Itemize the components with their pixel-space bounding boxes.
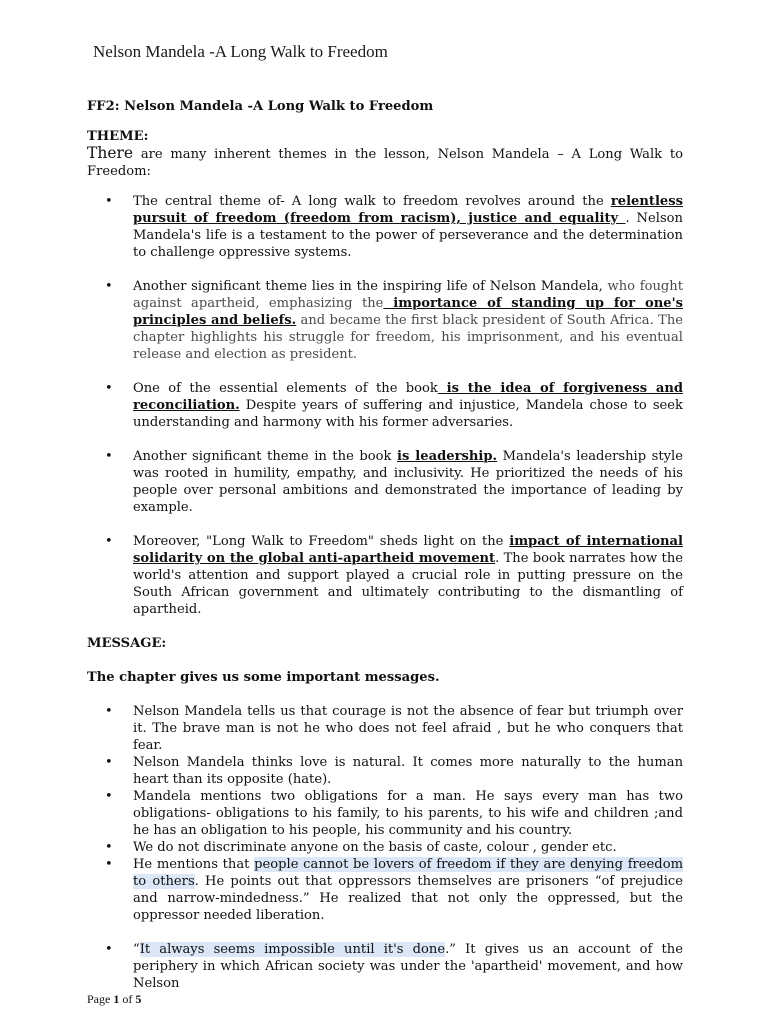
- intro-first-word: There: [87, 144, 134, 162]
- total-pages: 5: [135, 992, 142, 1006]
- message-text: He mentions that: [133, 857, 255, 872]
- highlighted-text: It always seems impossible until it's done: [139, 942, 446, 957]
- intro-rest: are many inherent themes in the lesson, Nelson Mandela – A Long Walk to Freedom:: [87, 147, 683, 179]
- theme-item: [87, 448, 683, 516]
- footer-of: of: [119, 992, 136, 1006]
- theme-text: One of the essential elements of the book: [133, 381, 438, 396]
- theme-text: The central theme of- A long walk to freedom revolves around the: [133, 194, 611, 209]
- theme-text: . Nelson Mandela's life is a testament to the power of perseverance and the determination to challenge oppressive systems.: [133, 211, 683, 260]
- message-heading: MESSAGE:: [87, 636, 167, 651]
- theme-list: [87, 193, 683, 618]
- theme-grey-text: and became the first black president of South Africa. The chapter highlights his struggle for freedom, his imprisonment, and his eventual release and election as president.: [133, 313, 683, 362]
- message-text: . He points out that oppressors themselves are prisoners “of prejudice and narrow-mindedness.” He realized that not only the oppressed, but the oppressor needed liberation.: [133, 874, 683, 923]
- message-text: .” It gives us an account of the periphery in which African society was under the 'apartheid' movement, and how Nelson: [133, 942, 683, 991]
- theme-emphasis: impact of international solidarity on the global anti-apartheid movement: [133, 534, 684, 566]
- theme-text: Another significant theme lies in the inspiring life of Nelson Mandela,: [133, 279, 608, 294]
- highlighted-text: people cannot be lovers of freedom if they are denying freedom to others: [133, 857, 683, 889]
- theme-item: [87, 533, 683, 618]
- theme-grey-text: who fought against apartheid, emphasizing the: [133, 279, 683, 311]
- theme-text: . The book narrates how the world's attention and support played a crucial role in putting pressure on the South African government and ultimately contributing to the dismantling of apartheid.: [133, 551, 684, 617]
- message-item: • Nelson Mandela thinks love is natural. It comes more naturally to the human heart than its opposite (hate).: [87, 754, 683, 788]
- theme-heading: THEME:: [87, 129, 149, 144]
- theme-text: Moreover, "Long Walk to Freedom" sheds light on the: [133, 534, 510, 549]
- page-header: Nelson Mandela -A Long Walk to Freedom: [93, 42, 388, 61]
- document-body: [87, 98, 683, 992]
- message-item: • Nelson Mandela tells us that courage is not the absence of fear but triumph over it. The brave man is not he who does not feel afraid , but he who conquers that fear.: [87, 703, 683, 754]
- theme-text: Mandela's leadership style was rooted in humility, empathy, and inclusivity. He prioritized the needs of his people over personal ambitions and demonstrated the importance of leading by example.: [133, 449, 683, 515]
- message-item: [87, 856, 683, 924]
- current-page-number: 1: [113, 992, 120, 1006]
- theme-intro: [87, 145, 683, 180]
- theme-text: Another significant theme in the book: [133, 449, 398, 464]
- message-list: [87, 703, 683, 992]
- footer-label: Page: [87, 992, 114, 1006]
- message-intro: The chapter gives us some important messages.: [87, 670, 440, 685]
- theme-item: [87, 380, 683, 431]
- open-quote: “: [133, 942, 140, 957]
- document-title: FF2: Nelson Mandela -A Long Walk to Freedom: [87, 99, 434, 114]
- theme-text: Despite years of suffering and injustice, Mandela chose to seek understanding and harmony with his former adversaries.: [133, 398, 683, 430]
- message-item: • Mandela mentions two obligations for a man. He says every man has two obligations- obligations to his family, to his parents, to his wife and children ;and he has an obligation to his people, his community and his country.: [87, 788, 683, 839]
- theme-item: [87, 193, 683, 261]
- theme-item: [87, 278, 683, 363]
- page-footer: [87, 992, 141, 1007]
- theme-emphasis: importance of standing up for one's principles and beliefs.: [133, 296, 683, 328]
- message-item: • We do not discriminate anyone on the basis of caste, colour , gender etc.: [87, 839, 683, 856]
- theme-emphasis: is leadership.: [397, 449, 498, 464]
- message-item: [87, 941, 683, 992]
- theme-emphasis: relentless pursuit of freedom (freedom from racism), justice and equality: [133, 194, 683, 226]
- theme-emphasis: is the idea of forgiveness and reconciliation.: [133, 381, 683, 413]
